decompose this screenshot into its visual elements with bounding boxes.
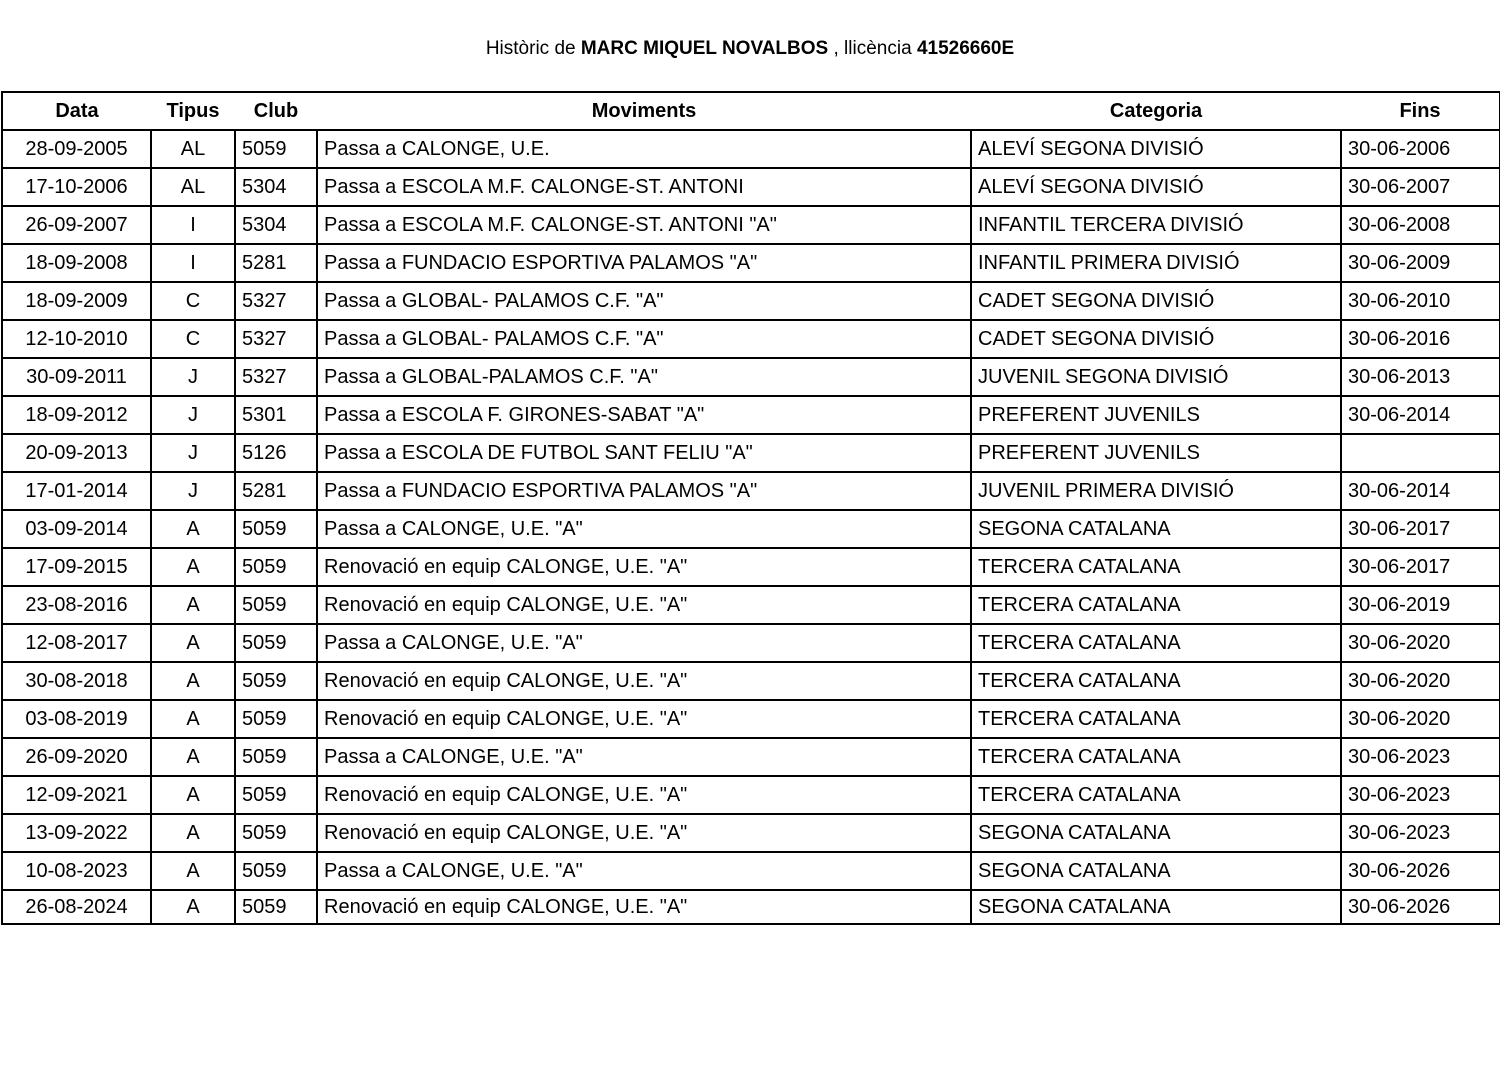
cell-data: 26-09-2020 [2, 738, 151, 776]
cell-club: 5059 [235, 738, 317, 776]
cell-data: 28-09-2005 [2, 130, 151, 168]
table-row [2, 776, 1500, 814]
table-row [2, 662, 1500, 700]
cell-tipus: A [151, 548, 235, 586]
cell-data: 12-08-2017 [2, 624, 151, 662]
cell-club: 5059 [235, 548, 317, 586]
cell-moviment: Renovació en equip CALONGE, U.E. "A" [317, 890, 971, 924]
licence-label: , llicència [833, 38, 912, 59]
cell-data: 17-10-2006 [2, 168, 151, 206]
cell-club: 5126 [235, 434, 317, 472]
cell-club: 5059 [235, 510, 317, 548]
cell-fins: 30-06-2026 [1341, 890, 1500, 924]
cell-tipus: A [151, 738, 235, 776]
table-body [2, 130, 1500, 924]
cell-fins: 30-06-2020 [1341, 624, 1500, 662]
cell-data: 18-09-2009 [2, 282, 151, 320]
cell-categoria: TERCERA CATALANA [971, 624, 1341, 662]
cell-data: 12-10-2010 [2, 320, 151, 358]
cell-data: 13-09-2022 [2, 814, 151, 852]
cell-fins: 30-06-2023 [1341, 814, 1500, 852]
cell-data: 03-08-2019 [2, 700, 151, 738]
cell-tipus: C [151, 282, 235, 320]
cell-data: 20-09-2013 [2, 434, 151, 472]
player-name: MARC MIQUEL NOVALBOS [580, 38, 829, 59]
cell-moviment: Passa a GLOBAL-PALAMOS C.F. "A" [317, 358, 971, 396]
table-row [2, 852, 1500, 890]
history-table [1, 91, 1500, 925]
cell-categoria: CADET SEGONA DIVISIÓ [971, 282, 1341, 320]
table-row [2, 358, 1500, 396]
cell-moviment: Renovació en equip CALONGE, U.E. "A" [317, 548, 971, 586]
table-header-row [2, 92, 1500, 130]
cell-club: 5281 [235, 472, 317, 510]
cell-categoria: INFANTIL PRIMERA DIVISIÓ [971, 244, 1341, 282]
cell-tipus: AL [151, 168, 235, 206]
cell-club: 5327 [235, 358, 317, 396]
table-row [2, 396, 1500, 434]
column-header-club: Club [235, 92, 317, 130]
cell-club: 5059 [235, 776, 317, 814]
cell-club: 5327 [235, 282, 317, 320]
cell-data: 23-08-2016 [2, 586, 151, 624]
cell-fins: 30-06-2020 [1341, 700, 1500, 738]
cell-club: 5059 [235, 586, 317, 624]
column-header-fins: Fins [1341, 92, 1500, 130]
cell-club: 5059 [235, 700, 317, 738]
cell-club: 5059 [235, 662, 317, 700]
cell-moviment: Renovació en equip CALONGE, U.E. "A" [317, 814, 971, 852]
cell-club: 5059 [235, 130, 317, 168]
cell-club: 5304 [235, 168, 317, 206]
cell-tipus: AL [151, 130, 235, 168]
cell-categoria: TERCERA CATALANA [971, 548, 1341, 586]
table-row [2, 206, 1500, 244]
cell-moviment: Passa a ESCOLA F. GIRONES-SABAT "A" [317, 396, 971, 434]
cell-fins: 30-06-2008 [1341, 206, 1500, 244]
cell-categoria: INFANTIL TERCERA DIVISIÓ [971, 206, 1341, 244]
cell-fins: 30-06-2007 [1341, 168, 1500, 206]
cell-fins: 30-06-2023 [1341, 776, 1500, 814]
cell-tipus: A [151, 776, 235, 814]
table-row [2, 624, 1500, 662]
cell-tipus: A [151, 814, 235, 852]
cell-club: 5059 [235, 814, 317, 852]
page-title [0, 36, 1500, 62]
table-row [2, 814, 1500, 852]
cell-tipus: A [151, 662, 235, 700]
column-header-moviments: Moviments [317, 92, 971, 130]
cell-moviment: Renovació en equip CALONGE, U.E. "A" [317, 776, 971, 814]
cell-tipus: A [151, 890, 235, 924]
cell-fins: 30-06-2019 [1341, 586, 1500, 624]
cell-data: 03-09-2014 [2, 510, 151, 548]
column-header-data: Data [2, 92, 151, 130]
cell-categoria: SEGONA CATALANA [971, 852, 1341, 890]
cell-categoria: TERCERA CATALANA [971, 662, 1341, 700]
cell-fins: 30-06-2017 [1341, 510, 1500, 548]
cell-data: 26-08-2024 [2, 890, 151, 924]
cell-categoria: PREFERENT JUVENILS [971, 396, 1341, 434]
cell-fins: 30-06-2017 [1341, 548, 1500, 586]
cell-moviment: Passa a CALONGE, U.E. "A" [317, 738, 971, 776]
cell-tipus: J [151, 358, 235, 396]
cell-categoria: PREFERENT JUVENILS [971, 434, 1341, 472]
cell-moviment: Passa a CALONGE, U.E. "A" [317, 852, 971, 890]
cell-fins [1341, 434, 1500, 472]
cell-data: 12-09-2021 [2, 776, 151, 814]
cell-club: 5304 [235, 206, 317, 244]
cell-categoria: ALEVÍ SEGONA DIVISIÓ [971, 130, 1341, 168]
cell-fins: 30-06-2013 [1341, 358, 1500, 396]
table-row [2, 130, 1500, 168]
cell-data: 18-09-2008 [2, 244, 151, 282]
cell-moviment: Passa a CALONGE, U.E. [317, 130, 971, 168]
table-row [2, 738, 1500, 776]
cell-data: 17-09-2015 [2, 548, 151, 586]
cell-fins: 30-06-2010 [1341, 282, 1500, 320]
table-row [2, 434, 1500, 472]
cell-categoria: TERCERA CATALANA [971, 776, 1341, 814]
table-row [2, 244, 1500, 282]
column-header-tipus: Tipus [151, 92, 235, 130]
cell-club: 5059 [235, 890, 317, 924]
cell-data: 10-08-2023 [2, 852, 151, 890]
cell-tipus: A [151, 586, 235, 624]
cell-categoria: TERCERA CATALANA [971, 700, 1341, 738]
cell-moviment: Passa a ESCOLA M.F. CALONGE-ST. ANTONI [317, 168, 971, 206]
cell-data: 26-09-2007 [2, 206, 151, 244]
cell-data: 30-08-2018 [2, 662, 151, 700]
cell-fins: 30-06-2014 [1341, 396, 1500, 434]
cell-categoria: TERCERA CATALANA [971, 738, 1341, 776]
cell-club: 5059 [235, 852, 317, 890]
table-row [2, 586, 1500, 624]
cell-data: 18-09-2012 [2, 396, 151, 434]
cell-tipus: C [151, 320, 235, 358]
table-row [2, 168, 1500, 206]
cell-club: 5327 [235, 320, 317, 358]
cell-tipus: J [151, 434, 235, 472]
cell-categoria: CADET SEGONA DIVISIÓ [971, 320, 1341, 358]
cell-fins: 30-06-2026 [1341, 852, 1500, 890]
cell-tipus: A [151, 624, 235, 662]
cell-fins: 30-06-2023 [1341, 738, 1500, 776]
table-row [2, 320, 1500, 358]
table-row [2, 548, 1500, 586]
cell-tipus: J [151, 396, 235, 434]
cell-categoria: SEGONA CATALANA [971, 510, 1341, 548]
cell-club: 5059 [235, 624, 317, 662]
cell-categoria: JUVENIL PRIMERA DIVISIÓ [971, 472, 1341, 510]
cell-moviment: Passa a GLOBAL- PALAMOS C.F. "A" [317, 320, 971, 358]
table-row [2, 282, 1500, 320]
cell-fins: 30-06-2014 [1341, 472, 1500, 510]
table-row [2, 700, 1500, 738]
cell-fins: 30-06-2020 [1341, 662, 1500, 700]
cell-tipus: I [151, 244, 235, 282]
table-row [2, 510, 1500, 548]
cell-moviment: Passa a CALONGE, U.E. "A" [317, 624, 971, 662]
cell-categoria: SEGONA CATALANA [971, 890, 1341, 924]
cell-tipus: J [151, 472, 235, 510]
cell-moviment: Passa a FUNDACIO ESPORTIVA PALAMOS "A" [317, 244, 971, 282]
table-row [2, 472, 1500, 510]
cell-moviment: Passa a CALONGE, U.E. "A" [317, 510, 971, 548]
cell-moviment: Passa a ESCOLA DE FUTBOL SANT FELIU "A" [317, 434, 971, 472]
cell-fins: 30-06-2006 [1341, 130, 1500, 168]
cell-categoria: JUVENIL SEGONA DIVISIÓ [971, 358, 1341, 396]
cell-categoria: TERCERA CATALANA [971, 586, 1341, 624]
title-prefix: Històric de [485, 38, 576, 59]
cell-tipus: I [151, 206, 235, 244]
cell-fins: 30-06-2016 [1341, 320, 1500, 358]
cell-club: 5281 [235, 244, 317, 282]
cell-moviment: Passa a ESCOLA M.F. CALONGE-ST. ANTONI "A" [317, 206, 971, 244]
cell-tipus: A [151, 852, 235, 890]
cell-categoria: SEGONA CATALANA [971, 814, 1341, 852]
cell-moviment: Renovació en equip CALONGE, U.E. "A" [317, 586, 971, 624]
cell-fins: 30-06-2009 [1341, 244, 1500, 282]
licence-number: 41526660E [916, 38, 1015, 59]
cell-categoria: ALEVÍ SEGONA DIVISIÓ [971, 168, 1341, 206]
cell-moviment: Renovació en equip CALONGE, U.E. "A" [317, 700, 971, 738]
cell-club: 5301 [235, 396, 317, 434]
cell-tipus: A [151, 700, 235, 738]
cell-moviment: Passa a FUNDACIO ESPORTIVA PALAMOS "A" [317, 472, 971, 510]
table-row [2, 890, 1500, 924]
cell-data: 30-09-2011 [2, 358, 151, 396]
cell-moviment: Renovació en equip CALONGE, U.E. "A" [317, 662, 971, 700]
cell-tipus: A [151, 510, 235, 548]
cell-data: 17-01-2014 [2, 472, 151, 510]
cell-moviment: Passa a GLOBAL- PALAMOS C.F. "A" [317, 282, 971, 320]
column-header-categoria: Categoria [971, 92, 1341, 130]
